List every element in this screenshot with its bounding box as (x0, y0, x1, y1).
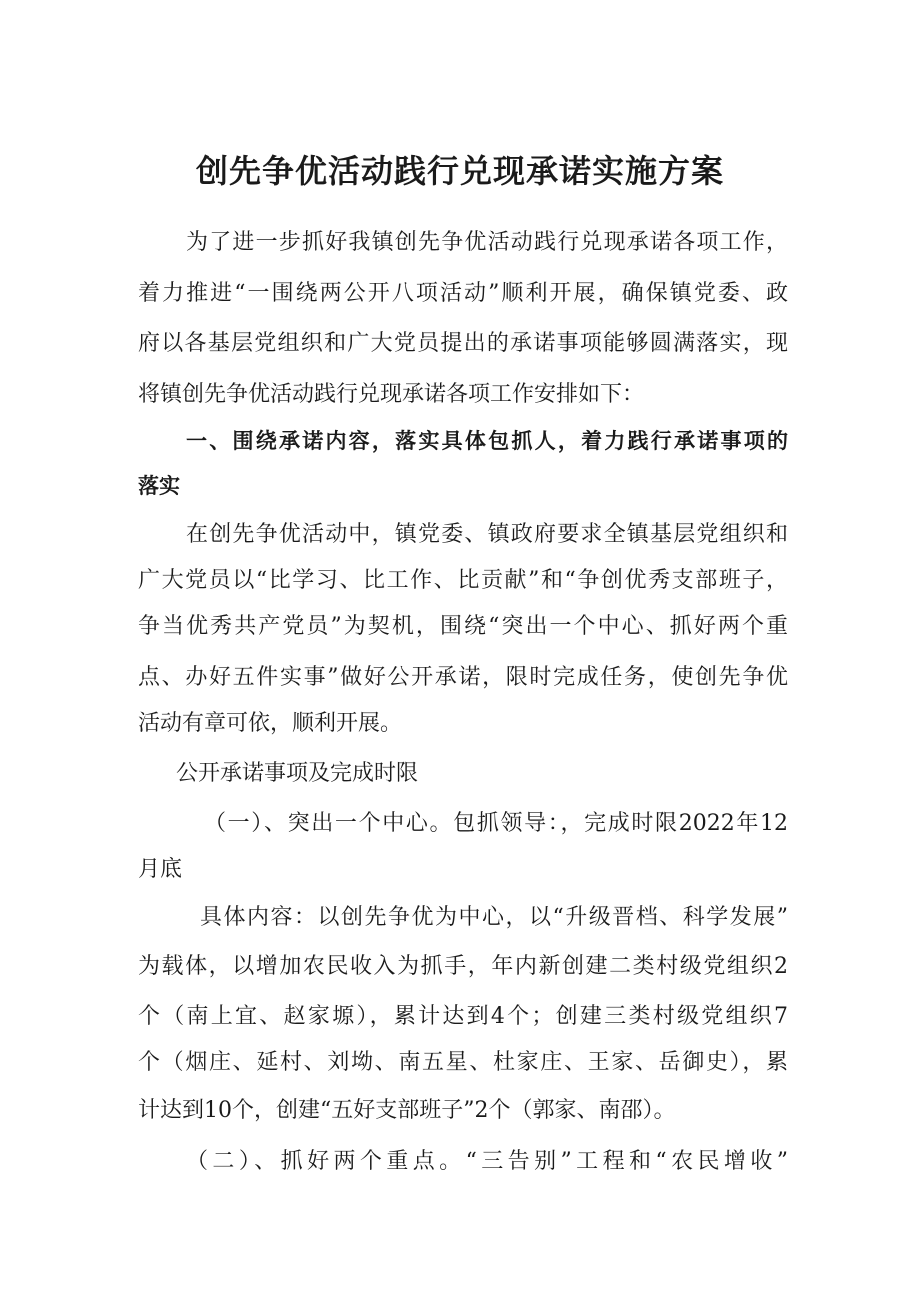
section1-body-line-4: 点、办好五件实事”做好公开承诺，限时完成任务，使创先争优 (138, 665, 788, 690)
intro-line-3: 府以各基层党组织和广大党员提出的承诺事项能够圆满落实，现 (138, 331, 788, 356)
document-title: 创先争优活动践行兑现承诺实施方案 (195, 152, 724, 190)
item1-content-line-4: 个（烟庄、延村、刘坳、南五星、杜家庄、王家、岳御史），累 (138, 1050, 788, 1075)
section1-body-line-2: 广大党员以“比学习、比工作、比贡献”和“争创优秀支部班子， (138, 568, 788, 593)
item1-content-line-1: 具体内容：以创先争优为中心，以“升级晋档、科学发展” (200, 905, 788, 930)
item1-line-1: （一）、突出一个中心。包抓领导：，完成时限2022年12 (204, 811, 788, 836)
intro-line-2: 着力推进“一围绕两公开八项活动”顺利开展，确保镇党委、政 (138, 281, 788, 306)
section1-heading-line-2: 落实 (138, 474, 180, 498)
intro-line-1: 为了进一步抓好我镇创先争优活动践行兑现承诺各项工作， (186, 230, 788, 255)
item1-line-2: 月底 (138, 857, 183, 882)
intro-line-4: 将镇创先争优活动践行兑现承诺各项工作安排如下： (138, 382, 645, 407)
item2-line-1: （二）、抓好两个重点。“三告别”工程和“农民增收” (186, 1149, 788, 1174)
section1-heading-line-1: 一、围绕承诺内容，落实具体包抓人，着力践行承诺事项的 (186, 429, 788, 453)
item1-content-line-2: 为载体，以增加农民收入为抓手，年内新创建二类村级党组织2 (138, 954, 788, 979)
item1-content-line-3: 个（南上宜、赵家塬），累计达到4个；创建三类村级党组织7 (138, 1004, 788, 1029)
section1-body-line-5: 活动有章可依，顺利开展。 (138, 711, 403, 736)
section1-body-line-3: 争当优秀共产党员”为契机，围绕“突出一个中心、抓好两个重 (138, 614, 788, 639)
item1-content-line-5: 计达到10个，创建“五好支部班子”2个（郭家、南邵）。 (138, 1098, 676, 1123)
commitments-subheading: 公开承诺事项及完成时限 (176, 761, 419, 786)
section1-body-line-1: 在创先争优活动中，镇党委、镇政府要求全镇基层党组织和 (186, 522, 788, 547)
